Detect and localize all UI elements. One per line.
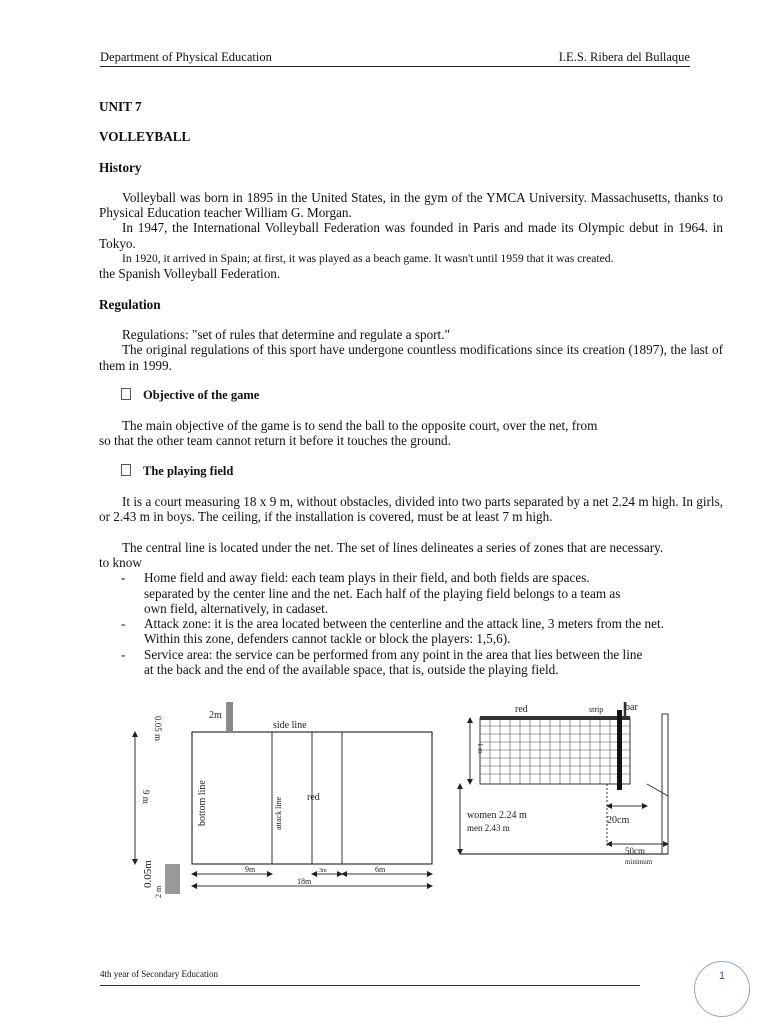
field-paragraph-1: It is a court measuring 18 x 9 m, without obstacles, divided into two parts separated by a net 2.24 m high. In girls, or 2.43 m in boys. The ceiling, if the installation is covered, must be at least 7 m high. bbox=[99, 494, 723, 525]
page-number: 1 bbox=[718, 970, 726, 982]
list-item: - Attack zone: it is the area located between the centerline and the attack line, 3 meters from the net. Within this zone, defenders cannot tackle or block the players: 1,5,6). bbox=[121, 616, 664, 647]
playing-field-heading bbox=[99, 464, 723, 479]
objective-paragraph-b: so that the other team cannot return it before it touches the ground. bbox=[99, 433, 451, 449]
history-paragraph-1: Volleyball was born in 1895 in the United States, in the gym of the YMCA University. Massachusetts, thanks to Physical Education teacher William G. Morgan. bbox=[99, 189, 723, 221]
net-minimum-label: minimum bbox=[625, 858, 653, 866]
net-strip-label: strip bbox=[589, 705, 604, 714]
footer-text: 4th year of Secondary Education bbox=[100, 969, 218, 979]
list-item: - Home field and away field: each team plays in their field, and both fields are spaces. separated by the center line and the net. Each half of the playing field belongs to a team as own field, alternatively, in cadaset. bbox=[121, 570, 621, 616]
page-header bbox=[100, 50, 690, 67]
court-top-margin-label: 2m bbox=[209, 710, 222, 721]
court-dim-6m-label: 6m bbox=[375, 865, 386, 874]
net-red-label: red bbox=[515, 704, 528, 715]
bullet-box-icon bbox=[121, 388, 131, 400]
diagrams-svg bbox=[127, 698, 687, 903]
court-dim-3m-label: 3m bbox=[319, 868, 327, 874]
court-bottom-line-label: bottom line bbox=[197, 780, 208, 826]
field-paragraph-2b: to know bbox=[99, 554, 142, 570]
playing-field-heading-label: The playing field bbox=[143, 463, 234, 478]
page-number-badge bbox=[694, 961, 750, 1017]
court-side-line-label: side line bbox=[273, 720, 307, 731]
court-height-label: 9 m bbox=[141, 790, 151, 804]
court-line-width-bottom-label: 0.05m bbox=[142, 860, 154, 888]
top-hatch bbox=[227, 702, 233, 732]
history-heading: History bbox=[99, 159, 142, 175]
history-paragraph-3b: the Spanish Volleyball Federation. bbox=[99, 266, 281, 282]
document-body bbox=[99, 99, 723, 677]
net-grid bbox=[480, 718, 630, 784]
net-men-label: men 2.43 m bbox=[467, 823, 510, 833]
bullet-box-icon bbox=[121, 464, 131, 476]
regulation-paragraph-2: The original regulations of this sport have undergone countless modifications since its creation (1897), the last of them in 1999. bbox=[99, 342, 723, 373]
net-height-label: 1 m bbox=[476, 743, 484, 754]
volleyball-diagrams-figure bbox=[127, 698, 687, 903]
net-women-label: women 2.24 m bbox=[467, 810, 527, 821]
header-school: I.E.S. Ribera del Bullaque bbox=[558, 50, 690, 64]
court-dim-9m-label: 9m bbox=[245, 865, 256, 874]
court-dim-18m-label: 18m bbox=[297, 877, 312, 886]
history-paragraph-3a: In 1920, it arrived in Spain; at first, it was played as a beach game. It wasn't until 1959 that it was created. bbox=[122, 252, 614, 266]
court-line-width-top-label: 0.05 m bbox=[153, 716, 163, 742]
bottom-hatch bbox=[165, 864, 180, 894]
header-department: Department of Physical Education bbox=[100, 50, 272, 64]
objective-heading bbox=[99, 388, 723, 403]
net-top-band bbox=[480, 716, 630, 720]
field-paragraph-2a: The central line is located under the net. The set of lines delineates a series of zones that are necessary. bbox=[122, 539, 664, 555]
court-bottom-margin-label: 2 m bbox=[154, 885, 163, 898]
net-side-strip bbox=[617, 710, 622, 790]
net-20cm-label: 20cm bbox=[607, 815, 630, 826]
objective-heading-label: Objective of the game bbox=[143, 387, 260, 402]
court-red-label: red bbox=[307, 792, 320, 803]
net-50cm-label: 50cm bbox=[625, 846, 645, 856]
unit-heading: UNIT 7 bbox=[99, 99, 142, 114]
net-bar-label: bar bbox=[625, 702, 638, 713]
document-title: VOLLEYBALL bbox=[99, 129, 191, 145]
court-attack-line-label: attack line bbox=[274, 796, 283, 830]
page-footer bbox=[100, 969, 640, 986]
regulation-paragraph-1: Regulations: "set of rules that determine and regulate a sport." bbox=[122, 326, 450, 342]
list-item: - Service area: the service can be performed from any point in the area that lies between the line at the back and the end of the available space, that is, outside the playing field. bbox=[121, 646, 643, 678]
history-paragraph-2: In 1947, the International Volleyball Federation was founded in Paris and made its Olympic debut in 1964. in Tokyo. bbox=[99, 220, 723, 251]
objective-paragraph-a: The main objective of the game is to send the ball to the opposite court, over the net, from bbox=[122, 418, 598, 434]
regulation-heading: Regulation bbox=[99, 296, 161, 312]
net-post bbox=[662, 714, 668, 854]
